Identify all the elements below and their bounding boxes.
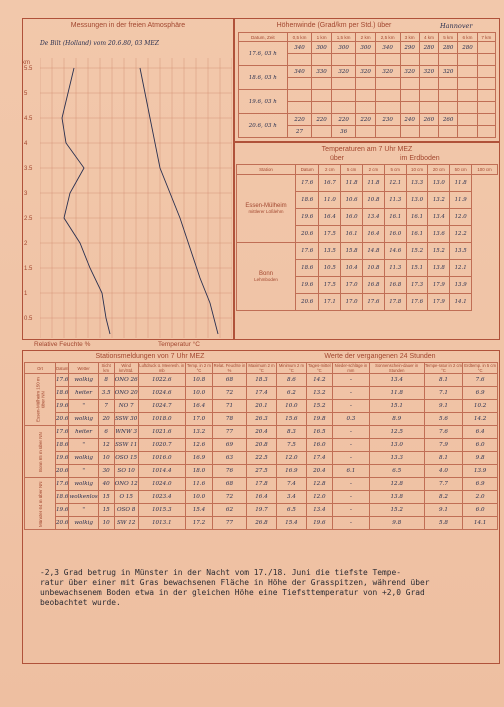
y-tick-label: 0.5 xyxy=(24,316,33,322)
footer-paragraph: -2,3 Grad betrug in Münster in der Nacht vom 17./18. Juni die tiefste Tempe- ratur über einer mit Gras bewachsenen Fläche in Höhe der Grasspitzen, während über unbewachsenem Boden etwa in der gleichen Höhe eine Tiefsttemperatur von +2,0 Grad beobachtet wurde. xyxy=(40,568,430,607)
earth-sub-right: im Erdboden xyxy=(400,155,440,162)
winds-table: Datum, Zeit 0,5 km 1 km 1,5 km 2 km 2,5 km 3 km 4 km 5 km 6 km 7 km 17.6, 03 h 340 300 300 300 340 290 280 280 280 18.6, 03 h 340 330 320 320 320 320 320 320 19.6, 03 h 20.6, 03 h 220 220 220 220 230 240 260 260 27 36 xyxy=(238,32,496,138)
y-tick-label: 2 xyxy=(24,241,28,247)
stations-table: Ort Datum Wetter Sicht km Wind km/Std. Luftdruck ü. Meeresh. in mb Temp. in 2 m °C Relat. Feuchte in % Maximum 2 m °C Minimum 2 m °C Tages-mittel °C Nieder-schläge in mm Sonnenschein-dauer in Stunden Tempe-ratur in 2 cm °C Erdtemp. in 5 cm °C Essen-Mülheim 150 m über NN 17.6 wolkig 8 ONO 26 1022.6 10.8 68 18.3 8.6 14.2 - 13.4 8.1 7.6 18.6 heiter 3.5 ONO 20 1024.6 10.0 72 17.4 6.2 13.2 - 11.8 7.1 6.9 19.6 " 7 NO 7 1024.7 16.4 71 20.1 10.0 15.2 - 15.1 9.1 10.2 20.6 wolkig 20 SSW 30 1018.0 17.0 78 26.3 15.6 19.8 0.3 8.9 5.6 14.2 Bonn 65 m über NN 17.6 heiter 6 WNW 3 1021.6 13.2 77 20.4 8.3 16.5 - 12.5 7.6 6.4 18.6 " 12 SSW 11 1020.7 12.6 69 20.8 7.5 16.0 - 13.0 7.9 6.0 19.6 wolkig 10 OSO 15 1016.0 16.9 63 22.5 12.0 17.4 - 13.3 8.1 9.8 20.6 " 30 SO 10 1014.4 18.0 76 27.5 16.9 20.4 6.1 6.5 4.0 13.9 Münster 64 m über NN 17.6 wolkig 40 ONO 12 1024.0 11.6 68 17.8 7.4 12.8 - 12.8 7.7 6.9 18.6 wolkenlos 15 O 15 1023.4 10.0 72 16.4 3.4 12.0 - 13.8 8.2 2.0 19.6 " 15 OSO 8 1015.3 15.4 62 19.7 6.5 13.4 - 15.2 9.1 6.0 20.6 wolkig 10 SW 12 1013.1 17.2 77 26.8 15.4 19.6 - 9.8 5.8 14.1 xyxy=(24,362,498,530)
y-tick-label: 5 xyxy=(24,91,28,97)
km-label: km xyxy=(22,60,30,66)
y-tick-label: 2.5 xyxy=(24,216,33,222)
earth-sub-left: über xyxy=(330,155,345,162)
earth-table: Station Datum 2 cm 5 cm 2 cm 5 cm 10 cm 20 cm 50 cm 100 cm Essen-Mülheim mittlerer Lößlehm 17.6 16.7 11.8 11.8 12.1 13.3 13.0 11.8 18.6 11.0 10.6 10.8 11.3 13.0 13.2 11.9 19.6 16.4 16.0 13.4 16.1 16.1 13.4 12.0 20.6 17.5 16.1 16.4 16.0 16.1 13.6 12.2 Bonn Lehmboden 17.6 13.5 15.8 14.8 14.6 15.2 15.2 13.5 18.6 10.5 10.4 10.8 11.3 15.1 13.8 12.1 19.6 17.5 17.0 16.8 16.8 17.3 17.9 13.9 20.6 17.1 17.0 17.6 17.8 17.6 17.9 14.1 xyxy=(236,164,498,311)
y-tick-label: 4.5 xyxy=(24,116,33,122)
y-tick-label: 1 xyxy=(24,291,28,297)
y-tick-label: 1.5 xyxy=(24,266,33,272)
winds-title-text: Höhenwinde (Grad/km per Std.) über xyxy=(276,22,392,29)
atmosphere-chart xyxy=(40,48,232,338)
stations-title: Stationsmeldungen von 7 Uhr MEZ xyxy=(95,353,205,360)
humidity-axis-label: Relative Feuchte % xyxy=(34,341,91,348)
y-tick-label: 4 xyxy=(24,141,28,147)
earth-title: Temperaturen am 7 Uhr MEZ xyxy=(321,146,413,153)
y-tick-label: 3.5 xyxy=(24,166,33,172)
y-tick-label: 3 xyxy=(24,191,28,197)
atmosphere-station: De Bilt (Holland) vom 20.6.80, 03 MEZ xyxy=(40,40,159,47)
past-values-title: Werte der vergangenen 24 Stunden xyxy=(324,353,436,360)
y-tick-label: 5.5 xyxy=(24,66,33,72)
temperature-curve xyxy=(140,68,218,334)
winds-place: Hannover xyxy=(440,22,473,30)
winds-title xyxy=(234,22,434,29)
humidity-curve xyxy=(62,68,110,334)
atmosphere-title: Messungen in der freien Atmosphäre xyxy=(70,22,186,29)
temperature-axis-label: Temperatur °C xyxy=(158,341,200,348)
